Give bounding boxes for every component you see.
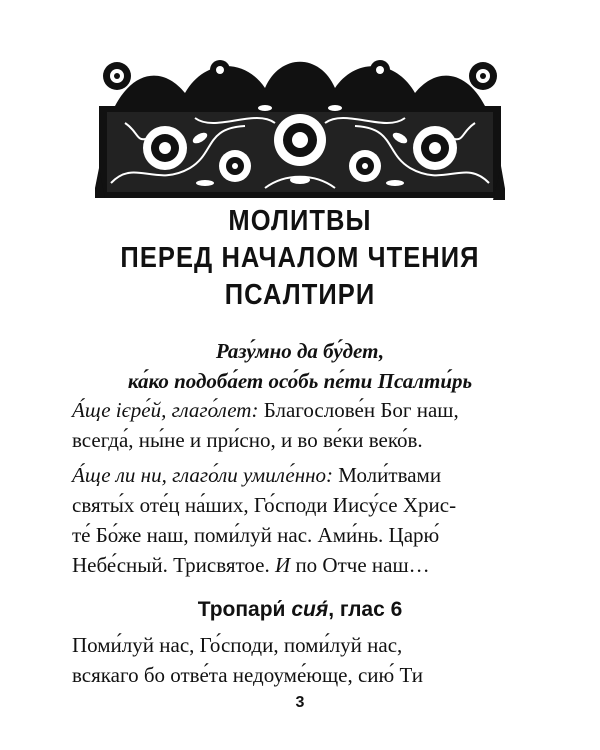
paragraph-line: святы́х оте́ц на́ших, Го́споди Иису́се Хрис- (72, 493, 457, 517)
title-line-1: МОЛИТВЫ (228, 205, 372, 237)
paragraph-text: Небе́сный. Трисвятое. (72, 553, 276, 577)
paragraph-line: всякаго бо отве́та недоуме́юще, сию́ Ти (72, 663, 423, 687)
floral-headpiece-ornament (95, 48, 505, 200)
section-heading-text: Тропари́ (197, 598, 292, 621)
paragraph-layperson (72, 460, 504, 580)
paragraph-troparion (72, 630, 504, 690)
paragraph-line (72, 550, 504, 580)
subtitle (0, 336, 600, 396)
section-heading-text: , глас 6 (328, 598, 403, 621)
section-heading (0, 595, 600, 625)
page-title (36, 203, 564, 314)
paragraph-line: те́ Бо́же наш, поми́луй нас. Ами́нь. Царю́ (72, 523, 440, 547)
paragraph-text: по Отче наш… (290, 553, 430, 577)
paragraph-line (72, 395, 504, 425)
paragraph-text: Благослове́н Бог наш, (258, 398, 459, 422)
paragraph-priest (72, 395, 504, 455)
paragraph-line: Поми́луй нас, Го́споди, поми́луй нас, (72, 633, 403, 657)
title-line-3: ПСАЛТИРИ (224, 279, 376, 311)
paragraph-line: всегда́, ны́не и при́сно, и во ве́ки веко́в. (72, 428, 423, 452)
paragraph-line (72, 460, 504, 490)
italic-rubric: А́ще ієре́й, глаго́лет: (72, 398, 259, 422)
section-heading-italic: сия́ (291, 598, 329, 621)
page-number: 3 (295, 694, 305, 711)
subtitle-line-1: Разу́мно да бу́дет, (215, 339, 385, 363)
italic-rubric: И (275, 553, 291, 577)
subtitle-line-2: ка́ко подоба́ет осо́бь пе́ти Псалти́рь (127, 369, 473, 393)
paragraph-text: Моли́твами (333, 463, 442, 487)
italic-rubric: А́ще ли ни, глаго́ли умиле́нно: (72, 463, 334, 487)
title-line-2: ПЕРЕД НАЧАЛОМ ЧТЕНИЯ (120, 242, 480, 274)
